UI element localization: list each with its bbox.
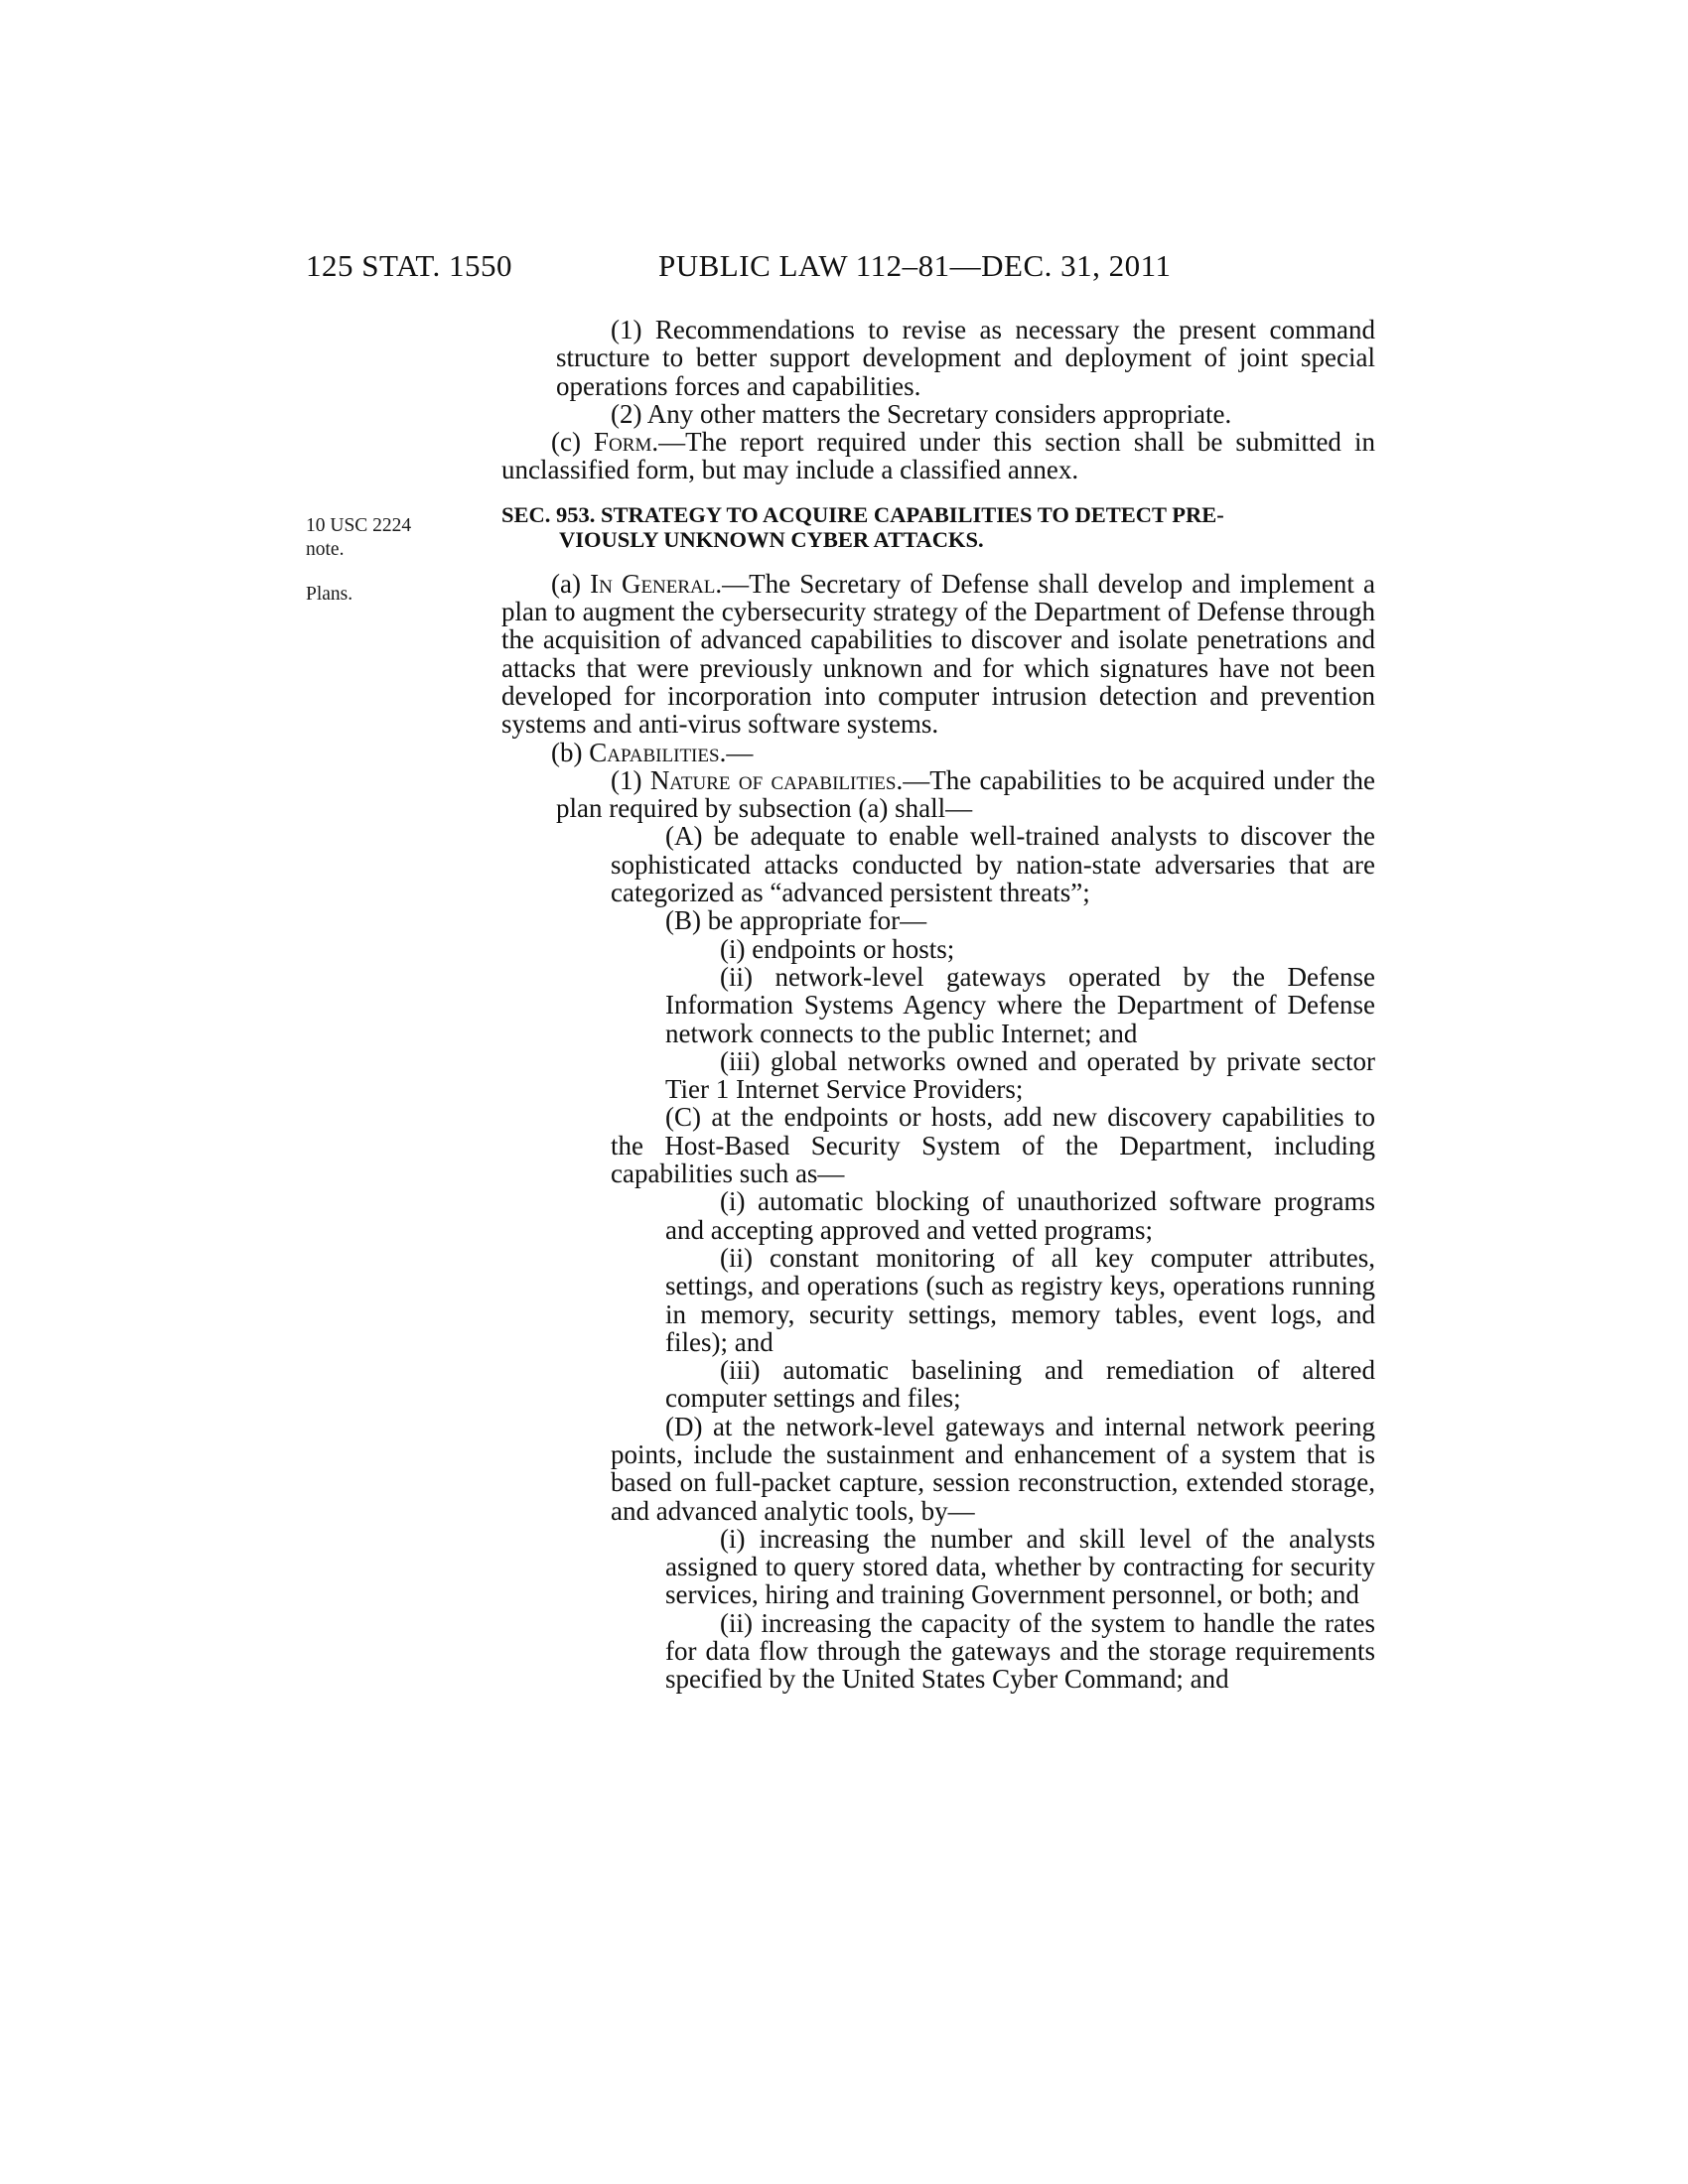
paragraph-heading: In General	[590, 568, 716, 599]
paragraph-label: (1)	[611, 764, 650, 795]
paragraph-heading: Nature of capabilities	[649, 764, 897, 795]
clause-C-ii: (ii) constant monitoring of all key computer attributes, settings, and operations (such as registry keys, operations running in memory, security settings, memory tables, event logs, and files); and	[665, 1242, 1375, 1357]
paragraph-other-matters: (2) Any other matters the Secretary considers appropriate.	[611, 398, 1232, 429]
clause-B-i: (i) endpoints or hosts;	[720, 933, 955, 964]
document-body	[501, 316, 1375, 1694]
subparagraph-B: (B) be appropriate for—	[665, 905, 927, 936]
subparagraph-C: (C) at the endpoints or hosts, add new discovery capabilities to the Host-Based Security System of the Department, including capabilities such as—	[611, 1102, 1375, 1189]
paragraph-capabilities	[501, 739, 1375, 766]
paragraph-form	[501, 428, 1375, 484]
margin-note-usc-line1: 10 USC 2224	[306, 515, 412, 536]
clause-B-ii: (ii) network-level gateways operated by the Defense Information Systems Agency where the Department of Defense network connects to the public Internet; and	[665, 961, 1375, 1048]
subparagraph-D: (D) at the network-level gateways and internal network peering points, include the sustainment and enhancement of a system that is based on full-packet capture, session reconstruction, extended storage, and advanced analytic tools, by—	[611, 1411, 1375, 1526]
paragraph-text: .—The capabilities to be acquired under the plan required by subsection (a) shall—	[556, 764, 1375, 824]
subparagraph-A: (A) be adequate to enable well-trained analysts to discover the sophisticated attacks conducted by nation-state adversaries that are categorized as “advanced persistent threats”;	[611, 821, 1375, 908]
paragraph-text: .—The report required under this section shall be submitted in unclassified form, but may include a classified annex.	[501, 427, 1375, 485]
paragraph-recommendations: (1) Recommendations to revise as necessary the present command structure to better support development and deployment of joint special operations forces and capabilities.	[556, 315, 1375, 401]
paragraph-heading: Form	[594, 427, 652, 458]
paragraph-label: (c)	[551, 427, 595, 458]
paragraph-heading: Capabilities	[589, 737, 720, 767]
paragraph-nature-of-capabilities	[556, 766, 1375, 823]
clause-D-ii: (ii) increasing the capacity of the system to handle the rates for data flow through the gateways and the storage requirements specified by the United States Cyber Command; and	[665, 1607, 1375, 1695]
margin-note-plans: Plans.	[306, 584, 353, 605]
running-head: PUBLIC LAW 112–81—DEC. 31, 2011	[658, 248, 1172, 283]
clause-C-i: (i) automatic blocking of unauthorized software programs and accepting approved and vetted programs;	[665, 1186, 1375, 1245]
margin-note-usc-line2: note.	[306, 539, 345, 560]
section-heading	[501, 502, 1375, 552]
paragraph-text: .—The Secretary of Defense shall develop and implement a plan to augment the cybersecurity strategy of the Department of Defense through the acquisition of advanced capabilities to discover and isolate penetrations and attacks that were previously unknown and for which signatures have not been developed for incorporation into computer intrusion detection and prevention systems and anti-virus software systems.	[501, 568, 1375, 740]
clause-C-iii: (iii) automatic baselining and remediation of altered computer settings and files;	[665, 1355, 1375, 1414]
section-heading-line2: VIOUSLY UNKNOWN CYBER ATTACKS.	[559, 526, 984, 552]
margin-note-usc	[306, 514, 411, 562]
page-header	[0, 248, 1688, 288]
clause-B-iii: (iii) global networks owned and operated by private sector Tier 1 Internet Service Providers;	[665, 1045, 1375, 1105]
clause-D-i: (i) increasing the number and skill level of the analysts assigned to query stored data, whether by contracting for security services, hiring and training Government personnel, or both; and	[665, 1523, 1375, 1610]
paragraph-label: (b)	[551, 737, 590, 767]
paragraph-text: .—	[719, 737, 754, 767]
paragraph-in-general	[501, 570, 1375, 739]
statute-page-number: 125 STAT. 1550	[306, 248, 513, 283]
paragraph-label: (a)	[551, 568, 591, 599]
section-heading-line1: SEC. 953. STRATEGY TO ACQUIRE CAPABILITIES TO DETECT PRE-	[501, 501, 1224, 527]
